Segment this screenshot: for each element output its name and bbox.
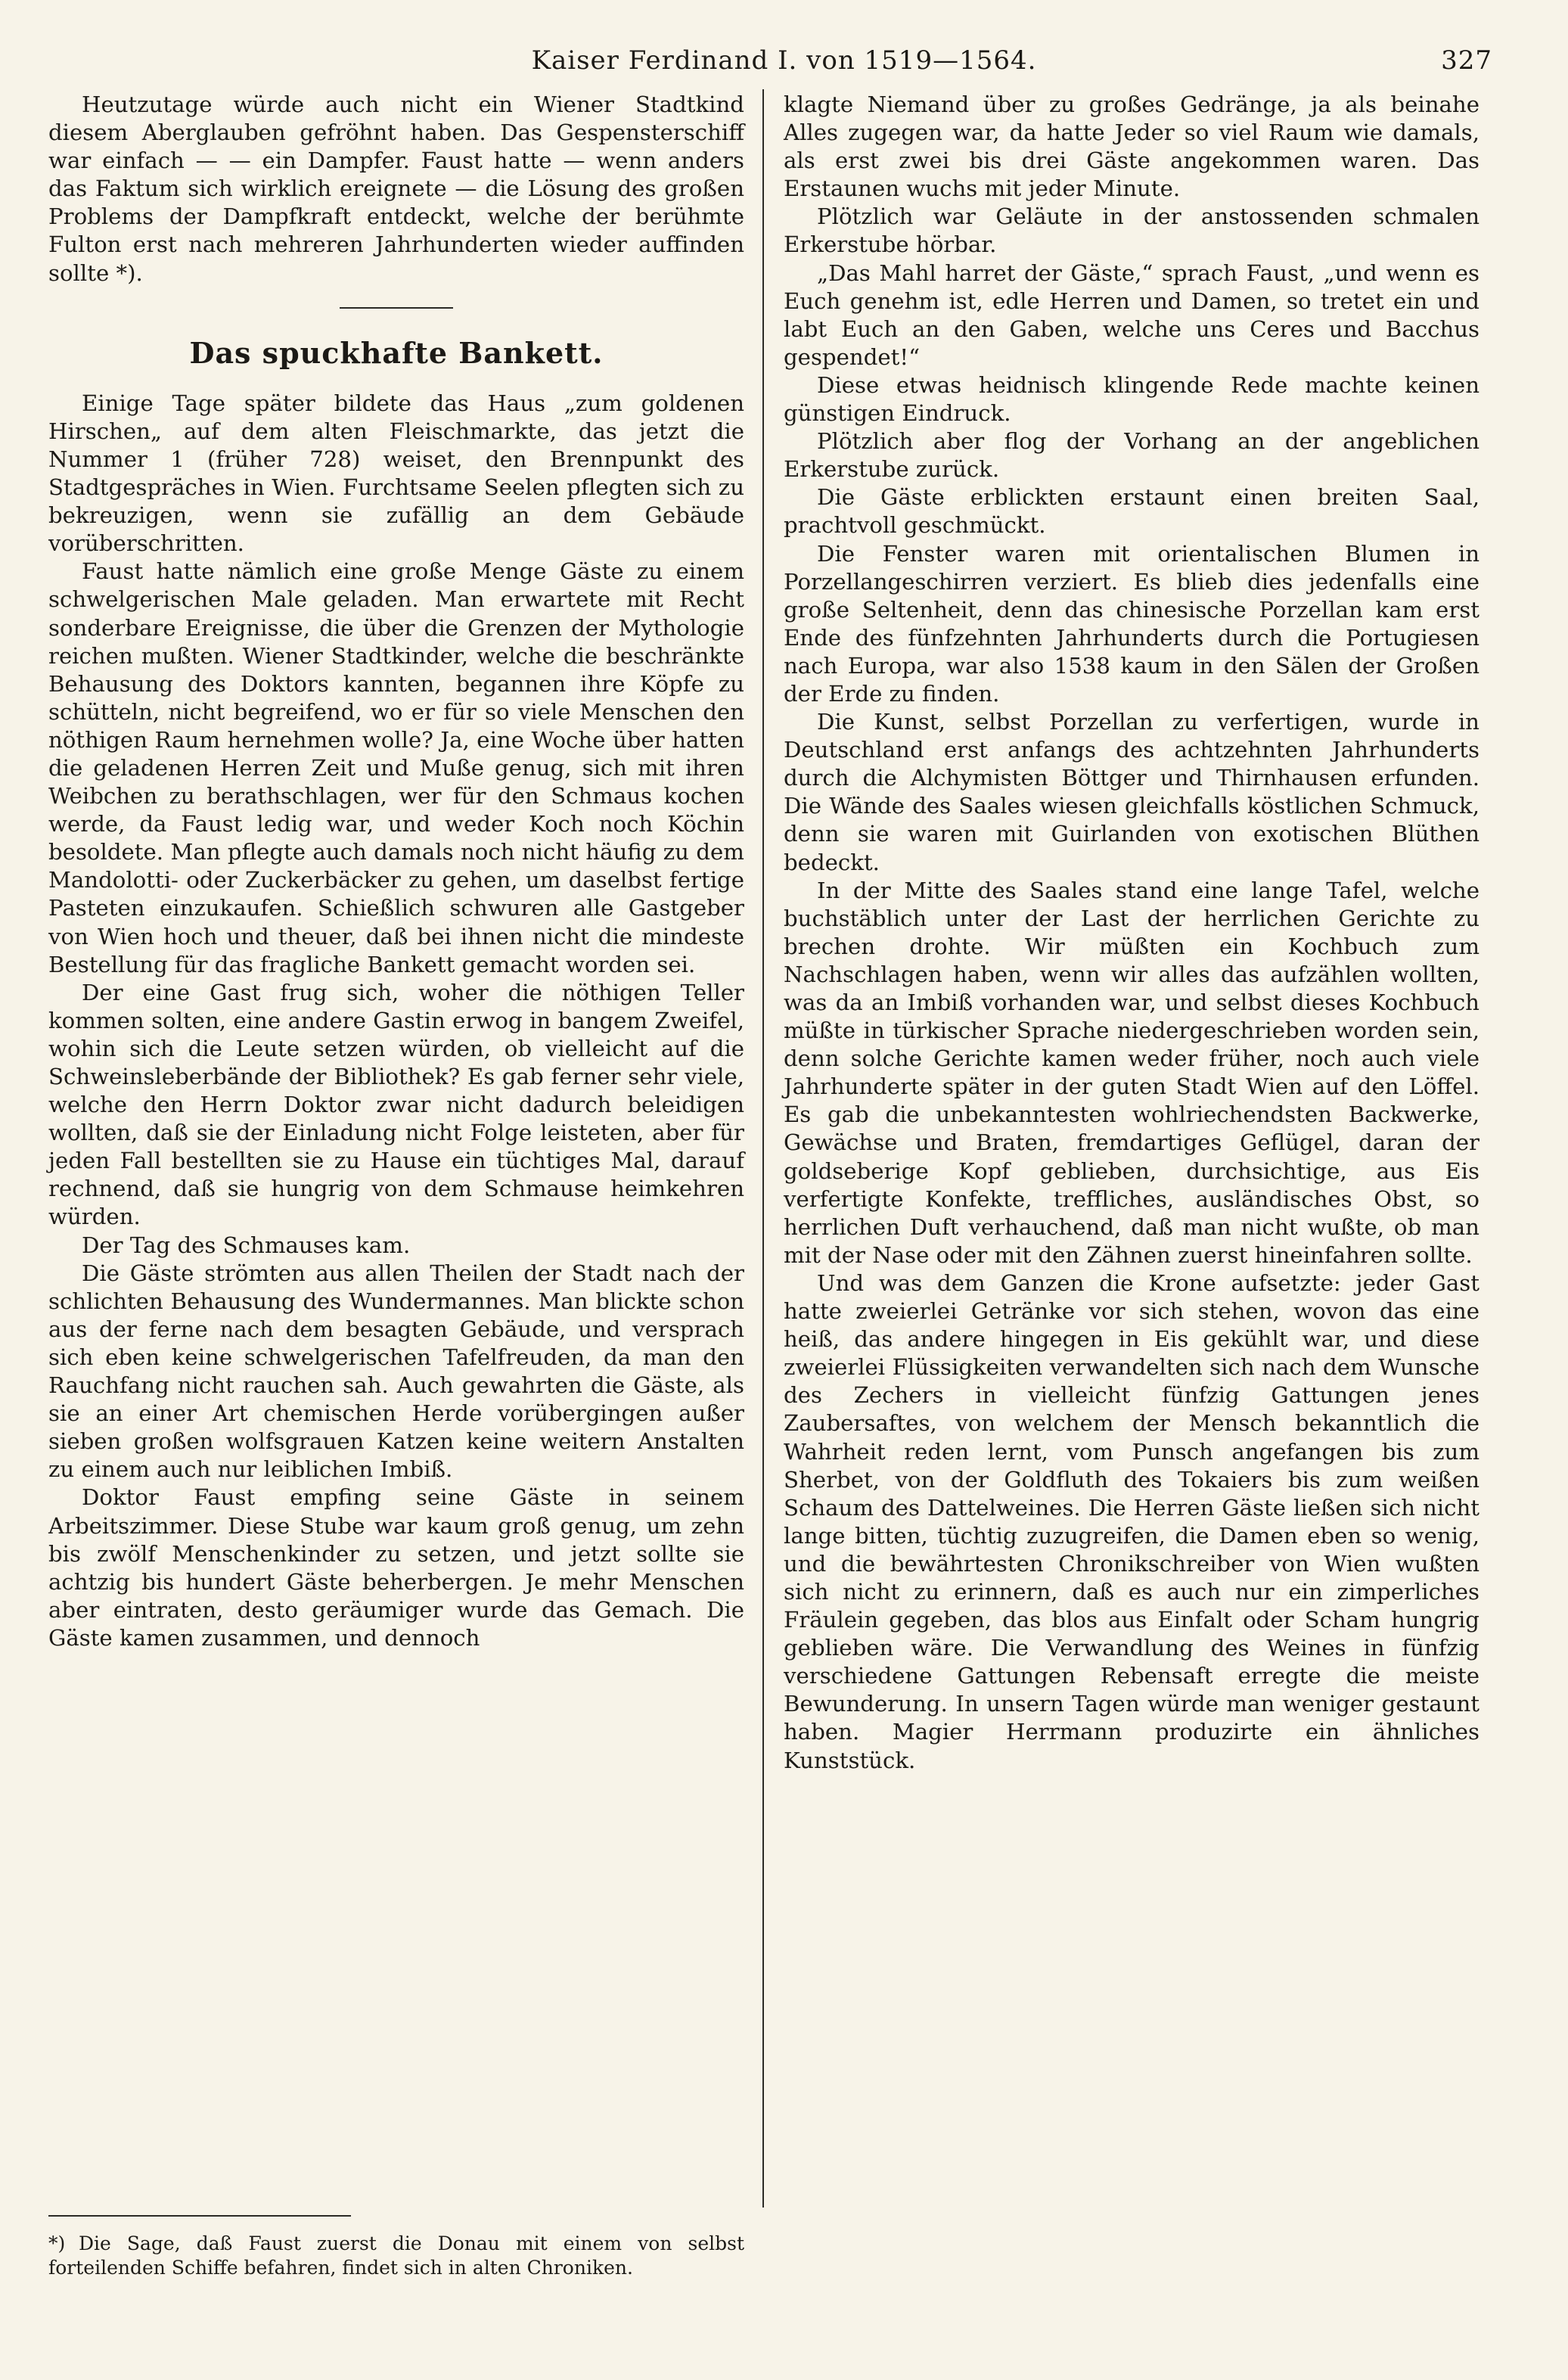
paragraph: „Das Mahl harret der Gäste,“ sprach Faust, „und wenn es Euch genehm ist, edle Herren und Damen, so tretet ein und labt Euch an den Gaben, welche uns Ceres und Bacchus gespendet!“ [784, 259, 1480, 370]
left-column [48, 91, 744, 1652]
paragraph: Der eine Gast frug sich, woher die nöthigen Teller kommen solten, eine andere Gastin erwog in bangem Zweifel, wohin sich die Leute setzen würden, ob vielleicht auf die Schweinsleberbände der Bibliothek? Es gab ferner sehr viele, welche den Herrn Doktor zwar nicht dadurch beleidigen wollten, daß sie der Einladung nicht Folge leisteten, aber für jeden Fall bestellten sie zu Hause ein tüchtiges Mal, darauf rechnend, daß sie hungrig von dem Schmause heimkehren würden. [48, 979, 744, 1230]
paragraph: Die Gäste erblickten erstaunt einen breiten Saal, prachtvoll geschmückt. [784, 484, 1480, 539]
paragraph: In der Mitte des Saales stand eine lange Tafel, welche buchstäblich unter der Last der herrlichen Gerichte zu brechen drohte. Wir müßten ein Kochbuch zum Nachschlagen haben, wenn wir alles das aufzählen wollten, was da an Imbiß vorhanden war, und selbst dieses Kochbuch müßte in türkischer Sprache niedergeschrieben worden sein, denn solche Gerichte kamen weder früher, noch auch viele Jahrhunderte später in der guten Stadt Wien auf den Löffel. Es gab die unbekanntesten wohlriechendsten Backwerke, Gewächse und Braten, fremdartiges Geflügel, daran der goldseberige Kopf geblieben, durchsichtige, aus Eis verfertigte Konfekte, treffliches, ausländisches Obst, so herrlichen Duft verhauchend, daß man nicht wußte, ob man mit der Nase oder mit den Zähnen zuerst hineinfahren sollte. [784, 877, 1480, 1268]
paragraph: Einige Tage später bildete das Haus „zum goldenen Hirschen„ auf dem alten Fleischmarkte, das jetzt die Nummer 1 (früher 728) weiset, den Brennpunkt des Stadtgespräches in Wien. Furchtsame Seelen pflegten sich zu bekreuzigen, wenn sie zufällig an dem Gebäude vorüberschritten. [48, 390, 744, 557]
paragraph: Die Kunst, selbst Porzellan zu verfertigen, wurde in Deutschland erst anfangs des achtzehnten Jahrhunderts durch die Alchymisten Böttger und Thirnhausen erfunden. Die Wände des Saales wiesen gleichfalls köstlichen Schmuck, denn sie waren mit Guirlanden von exotischen Blüthen bedeckt. [784, 709, 1480, 875]
footnote-text: Die Sage, daß Faust zuerst die Donau mit einem von selbst forteilenden Schiffe befahren, findet sich in alten Chroniken. [48, 2232, 744, 2279]
running-title: Kaiser Ferdinand I. von 1519—1564. [531, 45, 1037, 76]
paragraph: Doktor Faust empfing seine Gäste in seinem Arbeitszimmer. Diese Stube war kaum groß genug, um zehn bis zwölf Menschenkinder zu setzen, und jetzt sollte sie achtzig bis hundert Gäste beherbergen. Je mehr Menschen aber eintraten, desto geräumiger wurde das Gemach. Die Gäste kamen zusammen, und dennoch [48, 1484, 744, 1651]
footnote-separator [48, 2215, 351, 2217]
paragraph: Und was dem Ganzen die Krone aufsetzte: jeder Gast hatte zweierlei Getränke vor sich stehen, wovon das eine heiß, das andere hingegen in Eis gekühlt war, und diese zweierlei Flüssigkeiten verwandelten sich nach dem Wunsche des Zechers in vielleicht fünfzig Gattungen jenes Zaubersaftes, von welchem der Mensch bekanntlich die Wahrheit reden lernt, vom Punsch angefangen bis zum Sherbet, von der Goldfluth des Tokaiers bis zum weißen Schaum des Dattelweines. Die Herren Gäste ließen sich nicht lange bitten, tüchtig zuzugreifen, die Damen eben so wenig, und die bewährtesten Chronikschreiber von Wien wußten sich nicht zu erinnern, daß es auch nur ein zimperliches Fräulein gegeben, das blos aus Einfalt oder Scham hungrig geblieben wäre. Die Verwandlung des Weines in fünfzig verschiedene Gattungen Rebensaft erregte die meiste Bewunderung. In unsern Tagen würde man weniger gestaunt haben. Magier Herrmann produzirte ein ähnliches Kunststück. [784, 1269, 1480, 1773]
paragraph: klagte Niemand über zu großes Gedränge, ja als beinahe Alles zugegen war, da hatte Jeder so viel Raum wie damals, als erst zwei bis drei Gäste angekommen waren. Das Erstaunen wuchs mit jeder Minute. [784, 92, 1480, 202]
intro-paragraph: Heutzutage würde auch nicht ein Wiener Stadtkind diesem Aberglauben gefröhnt haben. Das Gespensterschiff war einfach — — ein Dampfer. Faust hatte — wenn anders das Faktum sich wirklich ereignete — die Lösung des großen Problems der Dampfkraft entdeckt, welche der berühmte Fulton erst nach mehreren Jahrhunderten wieder auffinden sollte *). [48, 92, 744, 286]
right-column [784, 91, 1480, 1775]
paragraph: Plötzlich aber flog der Vorhang an der angeblichen Erkerstube zurück. [784, 428, 1480, 483]
page-header [45, 42, 1523, 88]
column-divider [762, 89, 764, 2208]
section-title: Das spuckhafte Bankett. [189, 335, 604, 370]
paragraph: Die Gäste strömten aus allen Theilen der Stadt nach der schlichten Behausung des Wundermannes. Man blickte schon aus der ferne nach dem besagten Gebäude, und versprach sich eben keine schwelgerischen Tafelfreuden, da man den Rauchfang nicht rauchen sah. Auch gewahrten die Gäste, als sie an einer Art chemischen Herde vorübergingen außer sieben großen wolfsgrauen Katzen keine weitern Anstalten zu einem auch nur leiblichen Imbiß. [48, 1260, 744, 1483]
footnote-mark: *) [48, 2232, 66, 2254]
section-separator [340, 307, 453, 309]
footnote [48, 2232, 744, 2280]
page-number: 327 [1441, 45, 1492, 76]
paragraph: Plötzlich war Geläute in der anstossenden schmalen Erkerstube hörbar. [784, 204, 1480, 258]
paragraph: Faust hatte nämlich eine große Menge Gäste zu einem schwelgerischen Male geladen. Man erwartete mit Recht sonderbare Ereignisse, die über die Grenzen der Mythologie reichen mußten. Wiener Stadtkinder, welche die beschränkte Behausung des Doktors kannten, begannen ihre Köpfe zu schütteln, nicht begreifend, wo er für so viele Menschen den nöthigen Raum hernehmen wolle? Ja, eine Woche über hatten die geladenen Herren Zeit und Muße genug, sich mit ihren Weibchen zu berathschlagen, wer für den Schmaus kochen werde, da Faust ledig war, und weder Koch noch Köchin besoldete. Man pflegte auch damals noch nicht häufig zu dem Mandolotti- oder Zuckerbäcker zu gehen, um daselbst fertige Pasteten einzukaufen. Schießlich schwuren alle Gastgeber von Wien hoch und theuer, daß bei ihnen nicht die mindeste Bestellung für das fragliche Bankett gemacht worden sei. [48, 558, 744, 977]
paragraph: Der Tag des Schmauses kam. [82, 1232, 411, 1258]
paragraph: Die Fenster waren mit orientalischen Blumen in Porzellangeschirren verziert. Es blieb dies jedenfalls eine große Seltenheit, denn das chinesische Porzellan kam erst Ende des fünfzehnten Jahrhunderts durch die Portugiesen nach Europa, war also 1538 kaum in den Sälen der Großen der Erde zu finden. [784, 540, 1480, 707]
paragraph: Diese etwas heidnisch klingende Rede machte keinen günstigen Eindruck. [784, 371, 1480, 427]
